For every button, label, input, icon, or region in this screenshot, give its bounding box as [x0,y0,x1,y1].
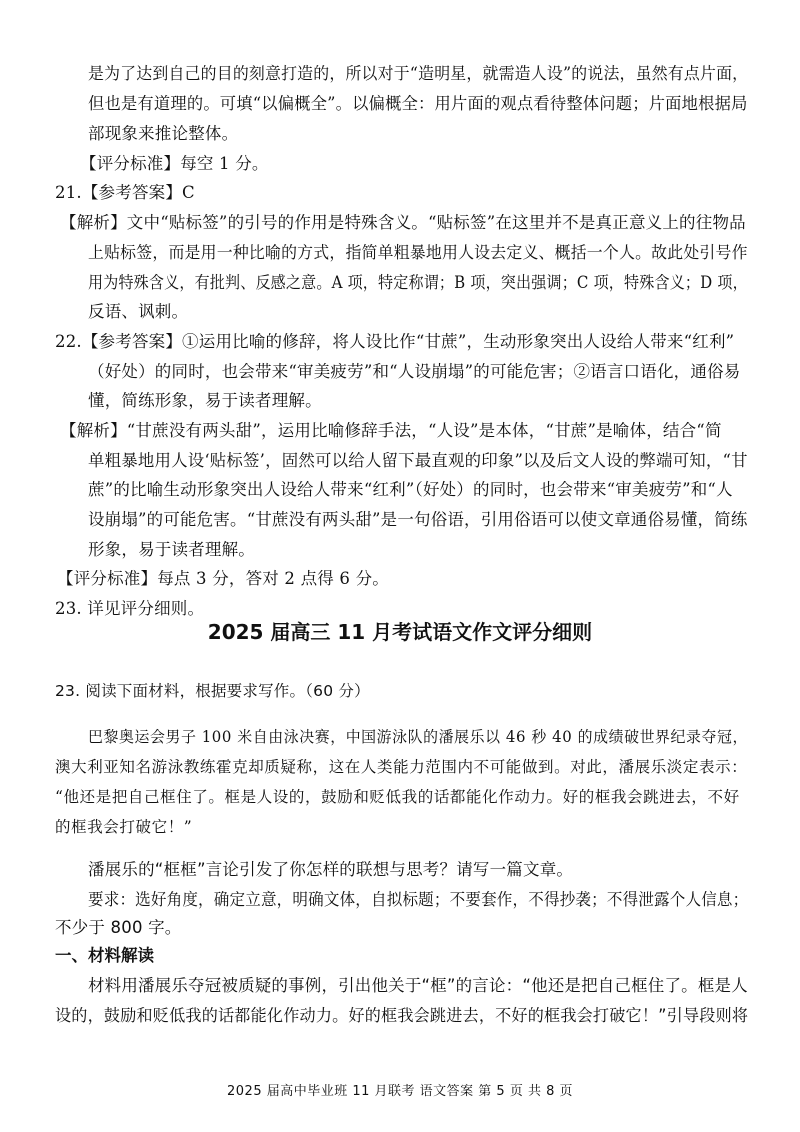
text-line: （好处）的同时，也会带来“审美疲劳”和“人设崩塌”的可能危害；②语言口语化，通俗易 [88,362,741,381]
question-answer-22: 22.【参考答案】①运用比喻的修辞，将人设比作“甘蔗”，生动形象突出人设给人带来“红利” [55,332,735,351]
writing-prompt: 23. 阅读下面材料，根据要求写作。（60 分） [55,682,370,700]
material-line: 巴黎奥运会男子 100 米自由泳决赛，中国游泳队的潘展乐以 46 秒 40 的成绩破世界纪录夺冠， [88,728,749,746]
page-footer: 2025 届高中毕业班 11 月联考 语文答案 第 5 页 共 8 页 [227,1084,573,1099]
scoring-standard: 【评分标准】每点 3 分，答对 2 点得 6 分。 [57,569,389,588]
question-answer-23: 23. 详见评分细则。 [55,599,205,618]
text-line: 蔗”的比喻生动形象突出人设给人带来“红利”（好处）的同时，也会带来“审美疲劳”和“人 [88,480,733,499]
material-line: 澳大利亚知名游泳教练霍克却质疑称，这在人类能力范围内不可能做到。对此，潘展乐淡定表示： [55,758,748,776]
analysis-line: 设的，鼓励和贬低我的话都能化作动力。好的框我会跳进去，不好的框我会打破它！”引导段则将 [55,1006,749,1025]
text-line: 但也是有道理的。可填“以偏概全”。以偏概全：用片面的观点看待整体问题；片面地根据局 [88,94,748,113]
text-line: 用为特殊含义，有批判、反感之意。A 项，特定称谓；B 项，突出强调；C 项，特殊含义；D 项， [88,273,748,292]
text-line: 单粗暴地用人设‘贴标签’，固然可以给人留下最直观的印象”以及后文人设的弊端可知，“甘 [88,451,748,470]
writing-requirements: 要求：选好角度，确定立意，明确文体，自拟标题；不要套作，不得抄袭；不得泄露个人信息； [88,890,749,909]
question-answer-21: 21.【参考答案】C [55,183,195,202]
material-line: 的框我会打破它！” [55,818,193,836]
analysis-line: 材料用潘展乐夺冠被质疑的事例，引出他关于“框”的言论：“他还是把自己框住了。框是人 [88,976,748,995]
text-line: 上贴标签，而是用一种比喻的方式，指简单粗暴地用人设去定义、概括一个人。故此处引号作 [88,243,748,262]
analysis-21: 【解析】文中“贴标签”的引号的作用是特殊含义。“贴标签”在这里并不是真正意义上的往物品 [60,213,746,232]
writing-requirements: 不少于 800 字。 [55,918,182,937]
material-line: “他还是把自己框住了。框是人设的，鼓励和贬低我的话都能化作动力。好的框我会跳进去，不好 [55,788,740,806]
text-line: 反语、讽刺。 [88,302,189,321]
text-line: 形象，易于读者理解。 [88,540,255,559]
text-line: 懂，简练形象，易于读者理解。 [88,391,322,410]
text-line: 设崩塌”的可能危害。“甘蔗没有两头甜”是一句俗语，引用俗语可以使文章通俗易懂，简练 [88,510,748,529]
page-title: 2025 届高三 11 月考试语文作文评分细则 [207,620,593,644]
text-line: 是为了达到自己的目的刻意打造的，所以对于“造明星，就需造人设”的说法，虽然有点片面， [88,64,749,83]
scoring-standard: 【评分标准】每空 1 分。 [80,154,269,173]
section-heading: 一、材料解读 [55,946,154,965]
analysis-22: 【解析】“甘蔗没有两头甜”，运用比喻修辞手法，“人设”是本体，“甘蔗”是喻体，结合“简 [60,421,722,440]
writing-question: 潘展乐的“框框”言论引发了你怎样的联想与思考？请写一篇文章。 [88,860,574,879]
text-line: 部现象来推论整体。 [88,124,239,143]
